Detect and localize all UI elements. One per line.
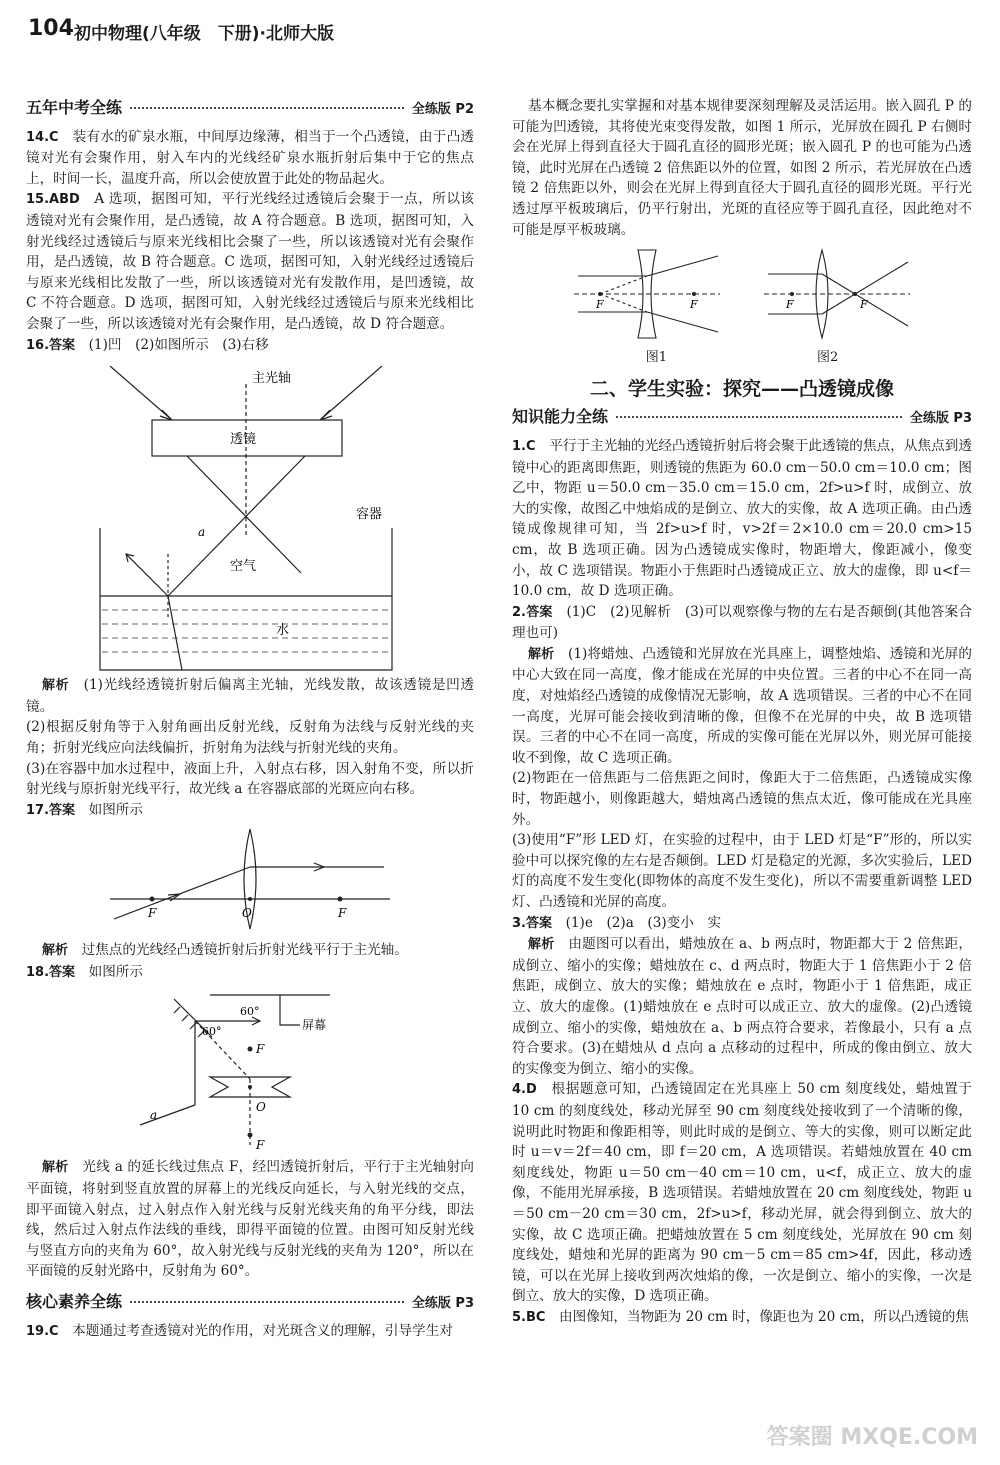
label-focus-right: F bbox=[338, 906, 347, 921]
section-header: 五年中考全练 全练版 P2 bbox=[26, 98, 474, 117]
q19-continued: 基本概念要扎实掌握和对基本规律要深刻理解及灵活运用。嵌入圆孔 P 的可能为凹透镜，其将使光束变得发散，如图 1 所示，光屏放在圆孔 P 右侧时会在光屏上得到直径大于圆孔直径的圆形光斑；嵌入圆孔 P 的也可能为凸透镜，此时光屏在凸透镜 2 倍焦距以外的位置，如图 2 所示，若光屏放在凸透镜 2 倍焦距以外，则会在光屏上得到直径大于圆孔直径的圆形光斑。平行光透过厚平板玻璃后，仍平行射出，光斑的直径应等于圆孔直径，因此绝对不可能是厚平板玻璃。 bbox=[512, 98, 972, 238]
label-air: 空气 bbox=[230, 559, 257, 575]
caption-fig1: 图1 bbox=[645, 350, 667, 366]
q16-analysis-1: 解析 (1)光线经透镜折射后偏离主光轴，光线发散，故该透镜是凹透镜。 bbox=[26, 677, 474, 715]
label-60-b: 60° bbox=[240, 1005, 260, 1019]
q16: 16.答案 (1)凹 (2)如图所示 (3)右移 bbox=[26, 336, 269, 353]
left-column bbox=[26, 96, 474, 1342]
label-water: 水 bbox=[276, 623, 290, 639]
fig2-focus-left: F bbox=[786, 298, 794, 312]
label-60-a: 60° bbox=[202, 1025, 222, 1039]
q18-analysis: 解析 光线 a 的延长线过焦点 F，经凹透镜折射后，平行于主光轴射向平面镜，将射到竖直放置的屏幕上的光线反向延长，与入射光线的交点，即平面镜入射点，过入射点作入射光线与反射光线夹角的角平分线，即法线，然后过入射点作法线的垂线，即得平面镜的位置。由图可知反射光线与竖直方向的夹角为 60°，故入射光线与反射光线的夹角为 120°，所以在平面镜的反射光路中，反射角为 60°。 bbox=[26, 1159, 474, 1280]
fig1-focus-right: F bbox=[690, 298, 698, 312]
q16-analysis-2: (2)根据反射角等于入射角画出反射光线，反射角为法线与反射光线的夹角；折射光线应向法线偏折，折射角为法线与折射光线的夹角。 bbox=[26, 719, 474, 756]
label-focus-bottom: F bbox=[256, 1138, 265, 1153]
q3: 3.答案 (1)e (2)a (3)变小 实 bbox=[512, 914, 722, 931]
label-o: O bbox=[256, 1100, 266, 1115]
label-focus-left: F bbox=[148, 906, 157, 921]
figure-2 bbox=[762, 246, 912, 346]
label-ray-a: a bbox=[150, 1108, 158, 1123]
q2: 2.答案 (1)C (2)见解析 (3)可以观察像与物的左右是否颠倒(其他答案合理也可) bbox=[512, 603, 972, 642]
section-header: 知识能力全练 全练版 P3 bbox=[512, 407, 972, 427]
q17-analysis: 解析 过焦点的光线经凸透镜折射后折射光线平行于主光轴。 bbox=[42, 942, 408, 959]
page-number: 104 bbox=[28, 16, 74, 41]
q18: 18.答案 如图所示 bbox=[26, 963, 143, 980]
chapter-title: 二、学生实验：探究——凸透镜成像 bbox=[589, 377, 894, 400]
q2-analysis-2: (2)物距在一倍焦距与二倍焦距之间时，像距大于二倍焦距，凸透镜成实像时，物距越小，则像距越大，蜡烛离凸透镜的焦点太近，像可能成在光具座外。 bbox=[512, 770, 972, 828]
q14: 14.C 装有水的矿泉水瓶，中间厚边缘薄，相当于一个凸透镜，由于凸透镜对光有会聚作用，射入车内的光线经矿泉水瓶折射后集中于它的焦点上，时间一长，温度升高，所以会使放置于此处的物品起火。 bbox=[26, 128, 475, 187]
label-container: 容器 bbox=[356, 507, 383, 523]
figure-1 bbox=[572, 246, 722, 346]
section-header: 核心素养全练 全练版 P3 bbox=[26, 1292, 474, 1312]
q18-figure bbox=[100, 985, 400, 1155]
q2-analysis-3: (3)使用“F”形 LED 灯，在实验的过程中，由于 LED 灯是“F”形的，所以实验中可以探究像的左右是否颠倒。LED 灯是稳定的光源，多次实验后，LED 灯的高度不发生变化(即物体的高度不发生变化)，所以不需要重新调整 LED 灯、凸透镜和光屏的高度。 bbox=[512, 832, 972, 910]
figure-row bbox=[512, 246, 972, 346]
q1: 1.C 平行于主光轴的光经凸透镜折射后将会聚于此透镜的焦点，从焦点到透镜中心的距离即焦距，则透镜的焦距为 60.0 cm－50.0 cm＝10.0 cm；图乙中，物距 u＝50.0 cm－35.0 cm＝15.0 cm，2f>u>f 时，成倒立、放大的实像，故图乙中烛焰成的是倒立、放大的实像，故 A 选项正确。由凸透镜成像规律可知，当 2f>u>f 时，v>2f＝2×10.0 cm＝20.0 cm>15 cm，故 B 选项正确。因为凸透镜成实像时，物距增大，像距减小，像变小，故 C 选项错误。物距小于焦距时凸透镜成正立、放大的虚像，即 u<f＝10.0 cm，故 D 选项正确。 bbox=[512, 437, 972, 600]
q19: 19.C 本题通过考查透镜对光的作用，对光斑含义的理解，引导学生对 bbox=[26, 1322, 453, 1339]
watermark: 答案圈 MXQE.COM bbox=[766, 1425, 978, 1450]
label-principal-axis: 主光轴 bbox=[252, 371, 292, 387]
page-header bbox=[28, 14, 972, 54]
caption-fig2: 图2 bbox=[817, 350, 839, 366]
right-column bbox=[512, 96, 972, 1328]
figure-captions bbox=[512, 348, 972, 369]
q15: 15.ABD A 选项，据图可知，平行光线经过透镜后会聚于一点，所以该透镜对光有会聚作用，是凸透镜，故 A 符合题意。B 选项，据图可知，入射光线经过透镜后与原来光线相比会聚了一些，所以该透镜对光有会聚作用，是凸透镜，故 B 符合题意。C 选项，据图可知，入射光线经过透镜后与原来光线相比发散了一些，所以该透镜对光有发散作用，是凹透镜，故 C 不符合题意。D 选项，据图可知，入射光线经过透镜后与原来光线相比会聚了一些，所以该透镜对光有会聚作用，是凸透镜，故 D 符合题意。 bbox=[26, 191, 475, 332]
q17-figure bbox=[100, 823, 400, 938]
q17: 17.答案 如图所示 bbox=[26, 801, 143, 818]
fig1-focus-left: F bbox=[596, 298, 604, 312]
label-optical-center: O bbox=[242, 906, 252, 921]
q5: 5.BC 由图像知，当物距为 20 cm 时，像距也为 20 cm，所以凸透镜的焦 bbox=[512, 1308, 969, 1325]
book-title: 初中物理(八年级 下册)·北师大版 bbox=[74, 24, 334, 44]
label-ray-a: a bbox=[198, 525, 206, 540]
q16-figure bbox=[80, 358, 420, 673]
label-lens: 透镜 bbox=[230, 432, 257, 448]
q16-analysis-3: (3)在容器中加水过程中，液面上升，入射点右移，因入射角不变，所以折射光线与原折射光线平行，故光线 a 在容器底部的光斑应向右移。 bbox=[26, 760, 474, 798]
q3-analysis: 解析 由题图可以看出，蜡烛放在 a、b 两点时，物距都大于 2 倍焦距，成倒立、缩小的实像；蜡烛放在 c、d 两点时，物距大于 1 倍焦距小于 2 倍焦距，成倒立、放大的实像；蜡烛放在 e 点时，物距小于 1 倍焦距，成正立、放大的虚像。(1)蜡烛放在 e 点时可以成正立、放大的虚像。(2)凸透镜成倒立、缩小的实像，蜡烛放在 a、b 两点符合要求，若像最小，只有 a 点符合要求。(3)在蜡烛从 d 点向 a 点移动的过程中，所成的像由倒立、放大的实像变为倒立、缩小的实像。 bbox=[512, 936, 972, 1077]
q4: 4.D 根据题意可知，凸透镜固定在光具座上 50 cm 刻度线处，蜡烛置于 10 cm 的刻度线处，移动光屏至 90 cm 刻度线处接收到了一个清晰的像，说明此时物距和像距相等，则此时成的是倒立、等大的实像，则可以断定此时 u＝v＝2f＝40 cm，即 f＝20 cm，A 选项错误。若蜡烛放置在 40 cm 刻度线处，物距 u＝50 cm－40 cm＝10 cm，u<f，成正立、放大的虚像，不能用光屏承接，B 选项错误。若蜡烛放置在 20 cm 刻度线处，物距 u＝50 cm－20 cm＝30 cm，2f>u>f，移动光屏，就会得到倒立、放大的实像，故 C 选项正确。把蜡烛放置在 5 cm 刻度线处，光屏放在 90 cm 刻度线处，蜡烛和光屏的距离为 90 cm－5 cm＝85 cm>4f，因此，移动透镜，可以在光屏上接收到两次烛焰的像，一次是倒立、缩小的实像，一次是倒立、放大的实像，D 选项正确。 bbox=[512, 1081, 973, 1305]
label-screen: 屏幕 bbox=[302, 1018, 327, 1033]
label-focus: F bbox=[256, 1042, 265, 1057]
fig2-focus-right: F bbox=[860, 298, 868, 312]
q2-analysis-1: 解析 (1)将蜡烛、凸透镜和光屏放在光具座上，调整烛焰、透镜和光屏的中心大致在同一高度，像才能成在光屏的中央位置。三者的中心不在同一高度，对烛焰经凸透镜的成像情况无影响，故 A 选项错误。三者的中心不在同一高度，光屏可能会接收到清晰的像，但像不在光屏的中央，故 B 选项错误。三者的中心不在同一高度，所成的实像可能在光屏以外，则光屏可能接收不到像，故 C 选项正确。 bbox=[512, 645, 972, 766]
